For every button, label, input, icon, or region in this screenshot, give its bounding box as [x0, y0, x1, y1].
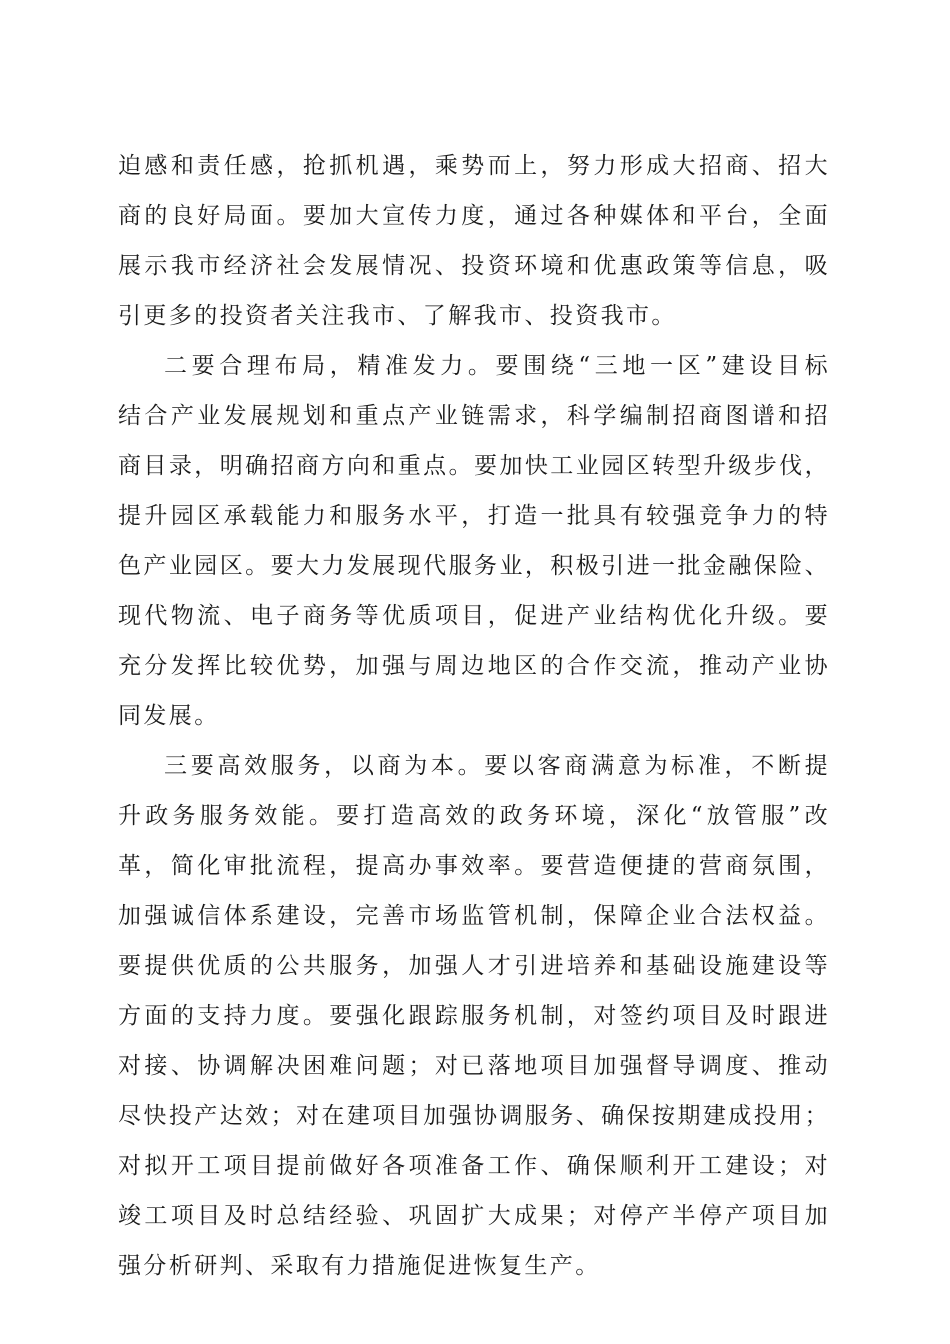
text-line: 提升园区承载能力和服务水平，打造一批具有较强竞争力的特 [118, 503, 830, 529]
text-line: 结合产业发展规划和重点产业链需求，科学编制招商图谱和招 [118, 403, 830, 429]
text-line: 二要合理布局，精准发力。要围绕“三地一区”建设目标 [164, 353, 830, 379]
text-line: 色产业园区。要大力发展现代服务业，积极引进一批金融保险、 [118, 553, 830, 579]
text-line: 对拟开工项目提前做好各项准备工作、确保顺利开工建设；对 [118, 1153, 830, 1179]
text-line: 革，简化审批流程，提高办事效率。要营造便捷的营商氛围， [118, 853, 830, 879]
text-line: 对接、协调解决困难问题；对已落地项目加强督导调度、推动 [118, 1053, 830, 1079]
text-line: 同发展。 [118, 703, 220, 729]
paragraph-3 [118, 741, 830, 1291]
text-line: 现代物流、电子商务等优质项目，促进产业结构优化升级。要 [118, 603, 830, 629]
text-line: 商的良好局面。要加大宣传力度，通过各种媒体和平台，全面 [118, 203, 830, 229]
text-line: 强分析研判、采取有力措施促进恢复生产。 [118, 1253, 601, 1279]
text-line: 方面的支持力度。要强化跟踪服务机制，对签约项目及时跟进 [118, 1003, 830, 1029]
text-line: 迫感和责任感，抢抓机遇，乘势而上，努力形成大招商、招大 [118, 153, 830, 179]
paragraph-1 [118, 141, 830, 341]
text-line: 商目录，明确招商方向和重点。要加快工业园区转型升级步伐， [118, 453, 830, 479]
text-line: 三要高效服务，以商为本。要以客商满意为标准，不断提 [164, 753, 830, 779]
text-line: 尽快投产达效；对在建项目加强协调服务、确保按期建成投用； [118, 1103, 830, 1129]
text-line: 展示我市经济社会发展情况、投资环境和优惠政策等信息，吸 [118, 253, 830, 279]
text-line: 要提供优质的公共服务，加强人才引进培养和基础设施建设等 [118, 953, 830, 979]
text-line: 引更多的投资者关注我市、了解我市、投资我市。 [118, 303, 677, 329]
document-body [118, 141, 830, 1291]
paragraph-2 [118, 341, 830, 741]
text-line: 升政务服务效能。要打造高效的政务环境，深化“放管服”改 [118, 803, 830, 829]
text-line: 充分发挥比较优势，加强与周边地区的合作交流，推动产业协 [118, 653, 830, 679]
text-line: 加强诚信体系建设，完善市场监管机制，保障企业合法权益。 [118, 903, 830, 929]
text-line: 竣工项目及时总结经验、巩固扩大成果；对停产半停产项目加 [118, 1203, 830, 1229]
